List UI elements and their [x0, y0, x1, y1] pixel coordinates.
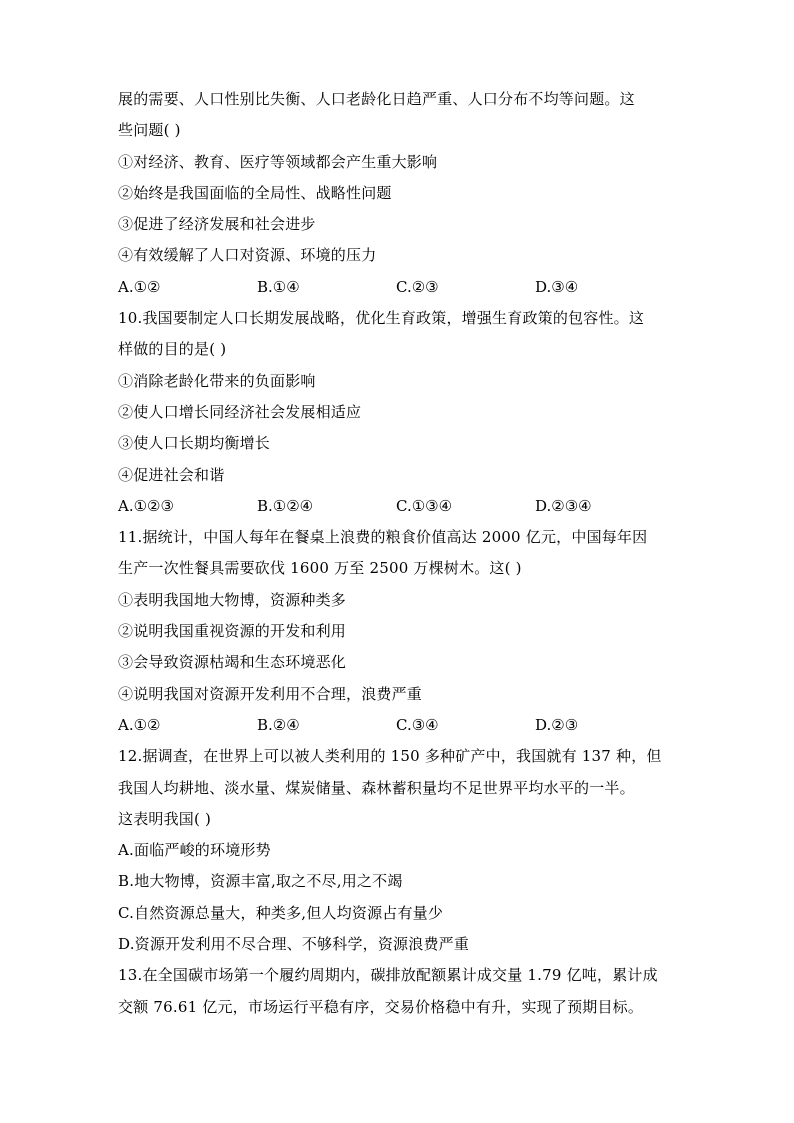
option-d: D.②③: [535, 715, 579, 734]
statement-item: ③会导致资源枯竭和生态环境恶化: [118, 653, 347, 672]
option-d: D.③④: [535, 277, 579, 296]
statement-item: ③促进了经济发展和社会进步: [118, 215, 316, 234]
question-stem-line: 些问题( ): [118, 121, 181, 140]
exam-page: [118, 84, 678, 1023]
statement-item: ④促进社会和谐: [118, 465, 225, 484]
statement-item: ①对经济、教育、医疗等领域都会产生重大影响: [118, 152, 438, 171]
statement-item: ①表明我国地大物博，资源种类多: [118, 590, 347, 609]
option-c: C.③④: [396, 715, 439, 734]
question-stem-line: 这表明我国( ): [118, 809, 212, 828]
question-stem-line: 13.在全国碳市场第一个履约周期内，碳排放配额累计成交量 1.79 亿吨，累计成: [118, 966, 658, 985]
question-9: [118, 84, 678, 303]
option-c: C.②③: [396, 277, 439, 296]
option-a: A.①②: [118, 715, 161, 734]
statement-item: ②说明我国重视资源的开发和利用: [118, 622, 347, 641]
option-a: A.①②③: [118, 496, 174, 515]
choice-c: C.自然资源总量大，种类多,但人均资源占有量少: [118, 903, 444, 922]
choice-d: D.资源开发利用不尽合理、不够科学，资源浪费严重: [118, 935, 470, 954]
question-12: [118, 741, 678, 960]
statement-item: ④有效缓解了人口对资源、环境的压力: [118, 246, 377, 265]
question-13: [118, 960, 678, 1023]
option-a: A.①②: [118, 277, 161, 296]
question-stem-line: 10.我国要制定人口长期发展战略，优化生育政策，增强生育政策的包容性。这: [118, 309, 645, 328]
option-b: B.①④: [257, 277, 300, 296]
answer-options: [118, 491, 678, 522]
option-c: C.①③④: [396, 496, 453, 515]
question-11: [118, 522, 678, 741]
question-stem-line: 生产一次性餐具需要砍伐 1600 万至 2500 万棵树木。这( ): [118, 559, 522, 578]
statement-item: ②使人口增长同经济社会发展相适应: [118, 402, 362, 421]
question-stem-line: 样做的目的是( ): [118, 340, 227, 359]
choice-a: A.面临严峻的环境形势: [118, 841, 271, 860]
option-b: B.①②④: [257, 496, 314, 515]
answer-options: [118, 710, 678, 741]
statement-item: ②始终是我国面临的全局性、战略性问题: [118, 183, 392, 202]
option-b: B.②④: [257, 715, 300, 734]
statement-item: ①消除老龄化带来的负面影响: [118, 371, 316, 390]
statement-item: ④说明我国对资源开发利用不合理，浪费严重: [118, 684, 423, 703]
statement-item: ③使人口长期均衡增长: [118, 434, 271, 453]
question-stem-line: 交额 76.61 亿元，市场运行平稳有序，交易价格稳中有升，实现了预期目标。: [118, 997, 644, 1016]
question-stem-line: 11.据统计，中国人每年在餐桌上浪费的粮食价值高达 2000 亿元，中国每年因: [118, 528, 648, 547]
question-stem-line: 我国人均耕地、淡水量、煤炭储量、森林蓄积量均不足世界平均水平的一半。: [118, 778, 635, 797]
question-stem-line: 12.据调查，在世界上可以被人类利用的 150 多种矿产中，我国就有 137 种，但: [118, 747, 662, 766]
answer-options: [118, 272, 678, 303]
choice-b: B.地大物博，资源丰富,取之不尽,用之不竭: [118, 872, 403, 891]
question-stem-line: 展的需要、人口性别比失衡、人口老龄化日趋严重、人口分布不均等问题。这: [118, 90, 635, 108]
question-10: [118, 303, 678, 522]
option-d: D.②③④: [535, 496, 592, 515]
